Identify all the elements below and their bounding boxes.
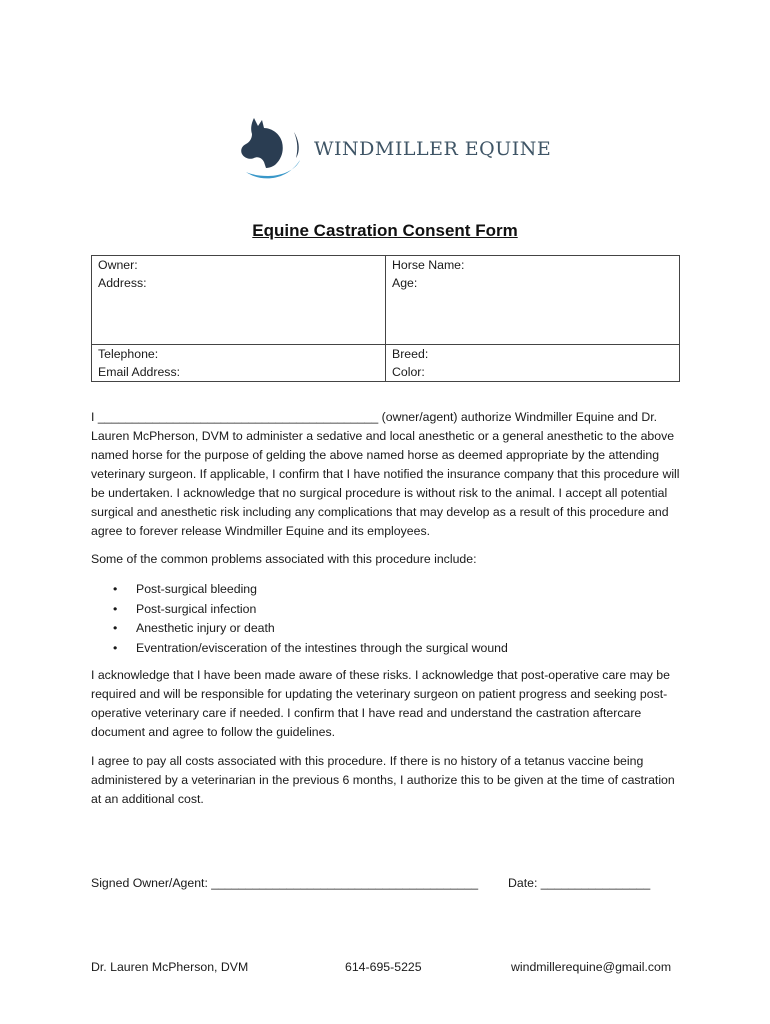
- telephone-label: Telephone:: [98, 347, 159, 361]
- owner-horse-info-table: [91, 255, 680, 382]
- breed-color-cell[interactable]: [386, 345, 680, 382]
- date-line[interactable]: Date: ________________: [508, 876, 651, 890]
- logo-text: WINDMILLER EQUINE: [314, 138, 552, 160]
- horse-head-icon: [236, 112, 308, 184]
- signature-line[interactable]: Signed Owner/Agent: _______________________________________: [91, 876, 479, 890]
- form-title: Equine Castration Consent Form: [252, 221, 518, 240]
- breed-label: Breed:: [392, 347, 429, 361]
- list-item: • Anesthetic injury or death: [113, 621, 275, 635]
- problems-list: [110, 580, 670, 658]
- telephone-email-cell[interactable]: [92, 345, 386, 382]
- list-item: • Post-surgical infection: [113, 601, 257, 616]
- list-item: • Eventration/evisceration of the intestines through the surgical wound: [113, 640, 508, 655]
- horse-name-age-cell[interactable]: [386, 256, 680, 345]
- payment-text: I agree to pay all costs associated with this procedure. If there is no history of a tetanus vaccine being administered by a veterinarian in the previous 6 months, I authorize this to be given at the time of castration at an additional cost.: [91, 754, 675, 806]
- authorization-text: I _________________________________________ (owner/agent) authorize Windmiller Equine and Dr. Lauren McPherson, DVM to administer a sedative and local anesthetic or a general anesthetic to the above named horse for the purpose of gelding the above named horse as deemed appropriate by the attending veterinary surgeon. If applicable, I confirm that I have notified the insurance company that this procedure will be undertaken. I acknowledge that no surgical procedure is without risk to the animal. I accept all potential surgical and anesthetic risk including any complications that may develop as a result of this procedure and agree to forever release Windmiller Equine and its employees.: [91, 410, 680, 538]
- problems-intro: [91, 550, 686, 569]
- problems-intro-text: Some of the common problems associated with this procedure include:: [91, 552, 477, 566]
- authorization-paragraph: [91, 408, 686, 541]
- acknowledge-paragraph: [91, 666, 686, 742]
- age-label: Age:: [392, 276, 418, 290]
- color-label: Color:: [392, 365, 425, 379]
- payment-paragraph: [91, 752, 686, 809]
- footer-doctor: Dr. Lauren McPherson, DVM: [91, 960, 249, 974]
- footer-email: windmillerequine@gmail.com: [511, 960, 672, 974]
- owner-address-cell[interactable]: [92, 256, 386, 345]
- acknowledge-text: I acknowledge that I have been made aware of these risks. I acknowledge that post-operative care may be required and will be responsible for updating the veterinary surgeon on patient progress and seeking post-operative veterinary care if needed. I confirm that I have read and understand the castration aftercare document and agree to follow the guidelines.: [91, 668, 670, 739]
- footer-phone: 614-695-5225: [345, 960, 422, 974]
- email-label: Email Address:: [98, 365, 181, 379]
- list-item: • Post-surgical bleeding: [113, 582, 257, 596]
- owner-label: Owner:: [98, 258, 138, 272]
- address-label: Address:: [98, 276, 147, 290]
- company-logo: [236, 112, 552, 184]
- horse-name-label: Horse Name:: [392, 258, 465, 272]
